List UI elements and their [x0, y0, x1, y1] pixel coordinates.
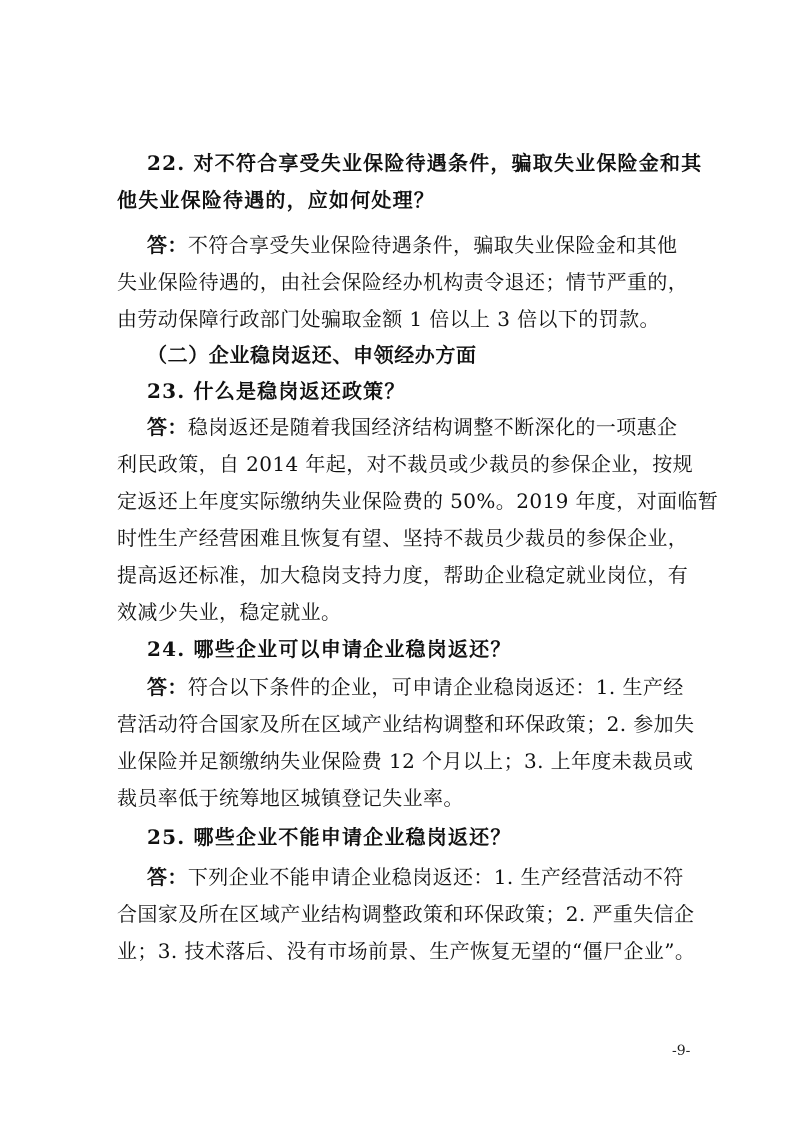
- q24-answer-text-1: 符合以下条件的企业，可申请企业稳岗返还：1. 生产经: [187, 675, 684, 699]
- q22-answer-line-2: 失业保险待遇的，由社会保险经办机构责令退还；情节严重的，: [117, 270, 689, 294]
- q25-question-line-1: 25. 哪些企业不能申请企业稳岗返还？: [147, 825, 512, 849]
- q25-answer-line-2: 合国家及所在区域产业结构调整政策和环保政策；2. 严重失信企: [117, 902, 695, 926]
- q24-question-line-1: 24. 哪些企业可以申请企业稳岗返还？: [147, 637, 512, 661]
- q22-answer-line-3: 由劳动保障行政部门处骗取金额 1 倍以上 3 倍以下的罚款。: [117, 307, 660, 331]
- answer-label: 答：: [147, 865, 188, 889]
- q25-answer-line-3: 业；3. 技术落后、没有市场前景、生产恢复无望的“僵尸企业”。: [117, 939, 696, 963]
- q24-answer-line-3: 业保险并足额缴纳失业保险费 12 个月以上；3. 上年度未裁员或: [117, 749, 694, 773]
- q22-question-line-2: 他失业保险待遇的，应如何处理？: [117, 188, 435, 212]
- answer-label: 答：: [147, 675, 188, 699]
- page-number: -9-: [672, 1043, 691, 1059]
- q23-answer-line-6: 效减少失业，稳定就业。: [117, 600, 342, 624]
- q23-answer-line-2: 利民政策，自 2014 年起，对不裁员或少裁员的参保企业，按规: [117, 452, 694, 476]
- q24-answer-line-1: [147, 672, 684, 702]
- q22-question-line-1: 22. 对不符合享受失业保险待遇条件，骗取失业保险金和其: [147, 151, 703, 175]
- q22-answer-text-1: 不符合享受失业保险待遇条件，骗取失业保险金和其他: [187, 233, 678, 257]
- q24-answer-line-2: 营活动符合国家及所在区域产业结构调整和环保政策；2. 参加失: [117, 712, 695, 736]
- q23-answer-text-1: 稳岗返还是随着我国经济结构调整不断深化的一项惠企: [187, 415, 678, 439]
- section-title: （二）企业稳岗返还、申领经办方面: [147, 343, 477, 367]
- q24-answer-line-4: 裁员率低于统筹地区城镇登记失业率。: [117, 786, 464, 810]
- q25-answer-line-1: [147, 862, 684, 892]
- q23-answer-line-4: 时性生产经营困难且恢复有望、坚持不裁员少裁员的参保企业，: [117, 526, 689, 550]
- q23-question-line-1: 23. 什么是稳岗返还政策？: [147, 379, 406, 403]
- q23-answer-line-3: 定返还上年度实际缴纳失业保险费的 50%。2019 年度，对面临暂: [117, 489, 719, 513]
- q23-answer-line-1: [147, 412, 677, 442]
- q23-answer-line-5: 提高返还标准，加大稳岗支持力度，帮助企业稳定就业岗位，有: [117, 563, 689, 587]
- answer-label: 答：: [147, 415, 188, 439]
- q22-answer-line-1: [147, 230, 677, 260]
- q25-answer-text-1: 下列企业不能申请企业稳岗返还：1. 生产经营活动不符: [187, 865, 684, 889]
- answer-label: 答：: [147, 233, 188, 257]
